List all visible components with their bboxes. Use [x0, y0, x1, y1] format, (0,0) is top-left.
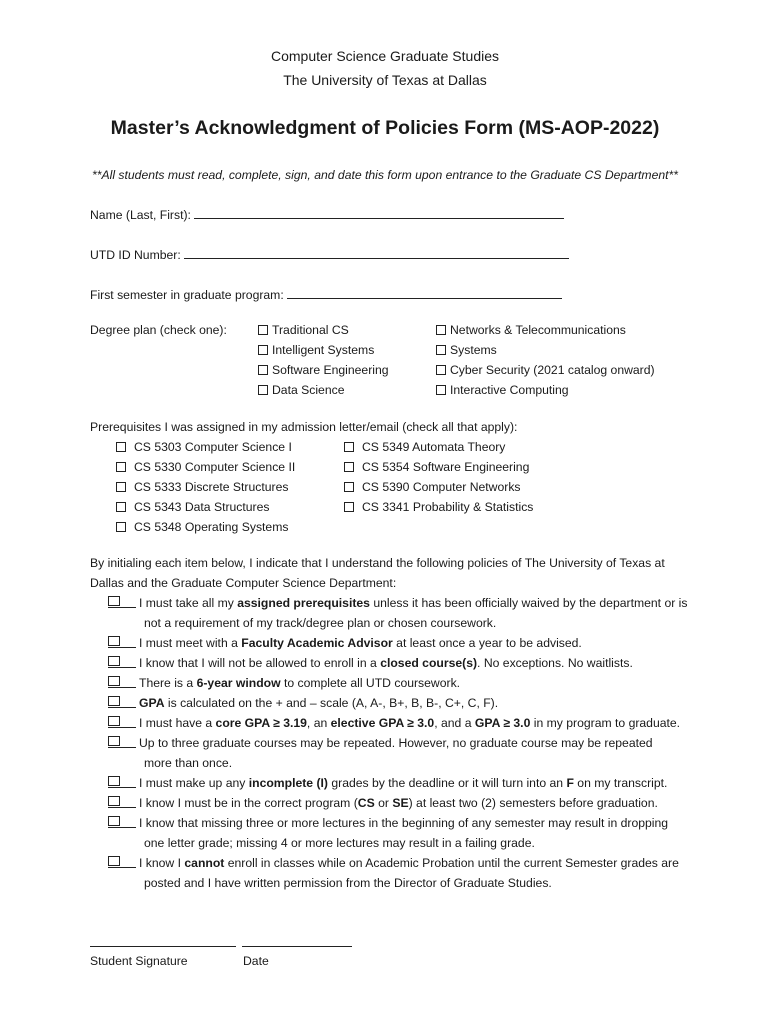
policy-item-advisor: I must meet with a Faculty Academic Advisor at least once a year to be advised.	[139, 636, 582, 650]
checkbox[interactable]	[116, 482, 126, 492]
checkbox[interactable]	[258, 365, 268, 375]
policy-item-gpa-scale: GPA is calculated on the + and – scale (A, A-, B+, B, B-, C+, C, F).	[139, 696, 499, 710]
policy-item-probation-cont: posted and I have written permission from the Director of Graduate Studies.	[144, 876, 552, 890]
policies-intro-line1: By initialing each item below, I indicate that I understand the following policies of The University of Texas at	[90, 556, 665, 570]
policy-item-closed-courses: I know that I will not be allowed to enroll in a closed course(s). No exceptions. No waitlists.	[139, 656, 633, 670]
policy-item-missing-lectures-cont: one letter grade; missing 4 or more lectures may result in a failing grade.	[144, 836, 535, 850]
checkbox[interactable]	[116, 502, 126, 512]
initial-line	[108, 687, 136, 688]
checkbox[interactable]	[344, 442, 354, 452]
initial-line	[108, 667, 136, 668]
first-semester-input-line[interactable]	[287, 287, 562, 299]
initial-line	[108, 647, 136, 648]
prereq-cs5330[interactable]: CS 5330 Computer Science II	[116, 460, 295, 474]
checkbox[interactable]	[436, 345, 446, 355]
degree-option-networks[interactable]: Networks & Telecommunications	[436, 323, 626, 337]
prereq-cs3341[interactable]: CS 3341 Probability & Statistics	[344, 500, 533, 514]
initial-box[interactable]	[108, 796, 120, 806]
policy-item-gpa-requirements: I must have a core GPA ≥ 3.19, an elective GPA ≥ 3.0, and a GPA ≥ 3.0 in my program to graduate.	[139, 716, 681, 730]
checkbox[interactable]	[436, 365, 446, 375]
policies-intro-line2: Dallas and the Graduate Computer Science Department:	[90, 576, 397, 590]
prereq-cs5349[interactable]: CS 5349 Automata Theory	[344, 440, 505, 454]
prereq-cs5390[interactable]: CS 5390 Computer Networks	[344, 480, 521, 494]
checkbox[interactable]	[344, 482, 354, 492]
checkbox[interactable]	[258, 345, 268, 355]
checkbox[interactable]	[258, 385, 268, 395]
name-field-row	[90, 207, 564, 222]
prereq-cs5303[interactable]: CS 5303 Computer Science I	[116, 440, 292, 454]
initial-box[interactable]	[108, 856, 120, 866]
checkbox[interactable]	[436, 385, 446, 395]
initial-box[interactable]	[108, 656, 120, 666]
initial-box[interactable]	[108, 716, 120, 726]
initial-line	[108, 707, 136, 708]
date-label: Date	[243, 954, 269, 968]
policy-item-repeat-courses: Up to three graduate courses may be repeated. However, no graduate course may be repeated	[139, 736, 653, 750]
utd-id-input-line[interactable]	[184, 247, 569, 259]
first-semester-field-row	[90, 287, 562, 302]
student-signature-label: Student Signature	[90, 954, 188, 968]
initial-box[interactable]	[108, 816, 120, 826]
initial-box[interactable]	[108, 736, 120, 746]
name-label: Name (Last, First):	[90, 208, 191, 222]
initial-line	[108, 827, 136, 828]
initial-line	[108, 807, 136, 808]
policy-item-six-year: There is a 6-year window to complete all UTD coursework.	[139, 676, 461, 690]
checkbox[interactable]	[116, 462, 126, 472]
policy-item-incomplete: I must make up any incomplete (I) grades by the deadline or it will turn into an F on my transcript.	[139, 776, 668, 790]
degree-plan-label: Degree plan (check one):	[90, 323, 227, 337]
first-semester-label: First semester in graduate program:	[90, 288, 284, 302]
initial-line	[108, 747, 136, 748]
checkbox[interactable]	[116, 442, 126, 452]
prereq-cs5354[interactable]: CS 5354 Software Engineering	[344, 460, 529, 474]
initial-box[interactable]	[108, 676, 120, 686]
utd-id-label: UTD ID Number:	[90, 248, 181, 262]
initial-box[interactable]	[108, 776, 120, 786]
prereq-cs5333[interactable]: CS 5333 Discrete Structures	[116, 480, 288, 494]
degree-option-interactive-computing[interactable]: Interactive Computing	[436, 383, 569, 397]
initial-line	[108, 787, 136, 788]
initial-box[interactable]	[108, 596, 120, 606]
prereq-cs5348[interactable]: CS 5348 Operating Systems	[116, 520, 288, 534]
name-input-line[interactable]	[194, 207, 564, 219]
policy-item-prerequisites-cont: not a requirement of my track/degree plan or chosen coursework.	[144, 616, 497, 630]
checkbox[interactable]	[436, 325, 446, 335]
policy-item-repeat-courses-cont: more than once.	[144, 756, 233, 770]
instruction-note: **All students must read, complete, sign, and date this form upon entrance to the Graduate CS Department**	[92, 168, 678, 182]
policy-item-prerequisites: I must take all my assigned prerequisites unless it has been officially waived by the department or is	[139, 596, 688, 610]
degree-option-traditional-cs[interactable]: Traditional CS	[258, 323, 349, 337]
initial-box[interactable]	[108, 636, 120, 646]
department-name: Computer Science Graduate Studies	[270, 48, 499, 64]
student-signature-line[interactable]	[90, 946, 236, 947]
policy-item-correct-program: I know I must be in the correct program (CS or SE) at least two (2) semesters before graduation.	[139, 796, 658, 810]
page-title: Master’s Acknowledgment of Policies Form (MS-AOP-2022)	[110, 117, 660, 139]
checkbox[interactable]	[344, 462, 354, 472]
university-name: The University of Texas at Dallas	[283, 72, 487, 88]
policy-item-missing-lectures: I know that missing three or more lectures in the beginning of any semester may result in dropping	[139, 816, 669, 830]
degree-option-software-engineering[interactable]: Software Engineering	[258, 363, 389, 377]
checkbox[interactable]	[116, 522, 126, 532]
policy-item-probation: I know I cannot enroll in classes while on Academic Probation until the current Semester grades are	[139, 856, 679, 870]
prereq-cs5343[interactable]: CS 5343 Data Structures	[116, 500, 270, 514]
degree-option-cyber-security[interactable]: Cyber Security (2021 catalog onward)	[436, 363, 655, 377]
date-line[interactable]	[242, 946, 352, 947]
checkbox[interactable]	[258, 325, 268, 335]
initial-line	[108, 607, 136, 608]
prerequisites-label: Prerequisites I was assigned in my admission letter/email (check all that apply):	[90, 420, 518, 434]
initial-line	[108, 727, 136, 728]
checkbox[interactable]	[344, 502, 354, 512]
utd-id-field-row	[90, 247, 569, 262]
degree-option-systems[interactable]: Systems	[436, 343, 497, 357]
initial-box[interactable]	[108, 696, 120, 706]
initial-line	[108, 867, 136, 868]
degree-option-intelligent-systems[interactable]: Intelligent Systems	[258, 343, 374, 357]
degree-option-data-science[interactable]: Data Science	[258, 383, 345, 397]
